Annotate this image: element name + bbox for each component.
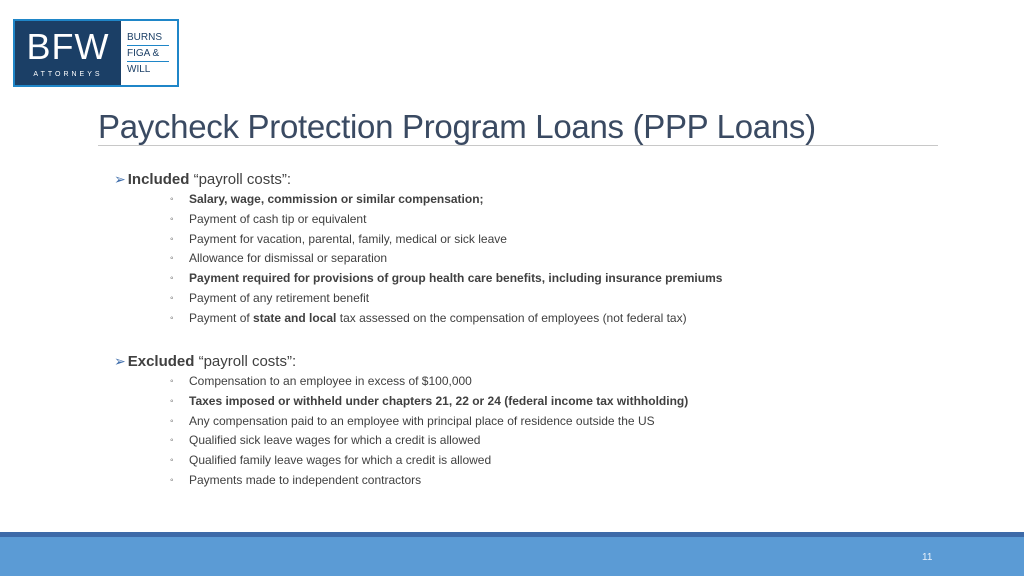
circle-bullet-icon: ◦ — [170, 415, 174, 427]
logo-name-1: BURNS — [127, 30, 169, 46]
included-section — [114, 169, 722, 329]
included-lead: Included — [127, 171, 190, 188]
circle-bullet-icon: ◦ — [170, 474, 174, 486]
excluded-lead: Excluded — [127, 353, 195, 370]
list-item — [114, 372, 688, 392]
circle-bullet-icon: ◦ — [170, 273, 174, 285]
list-item-text: Any compensation paid to an employee with principal place of residence outside the US — [189, 413, 655, 428]
list-item-text: Compensation to an employee in excess of $100,000 — [189, 374, 472, 388]
circle-bullet-icon: ◦ — [170, 253, 174, 265]
arrow-bullet-icon: ➢ — [114, 171, 126, 187]
circle-bullet-icon: ◦ — [170, 395, 174, 407]
circle-bullet-icon: ◦ — [170, 435, 174, 447]
list-item-text: Payment of cash tip or equivalent — [189, 211, 367, 226]
circle-bullet-icon: ◦ — [170, 455, 174, 467]
excluded-section — [114, 351, 688, 491]
footer-bar — [0, 537, 1024, 576]
circle-bullet-icon: ◦ — [170, 376, 174, 387]
included-heading — [114, 169, 722, 189]
logo-mark-block — [15, 21, 121, 85]
excluded-heading-rest: “payroll costs”: — [194, 353, 297, 370]
excluded-list — [114, 372, 688, 491]
list-item — [114, 309, 722, 329]
list-item-text: Taxes imposed or withheld under chapters 21, 22 or 24 (federal income tax withholding) — [189, 393, 689, 408]
circle-bullet-icon: ◦ — [170, 194, 174, 205]
list-item-text: Qualified family leave wages for which a credit is allowed — [189, 453, 492, 468]
title-divider — [98, 145, 938, 146]
circle-bullet-icon: ◦ — [170, 312, 174, 324]
list-item-text: Payment of any retirement benefit — [189, 290, 370, 305]
page-number: 11 — [922, 552, 933, 563]
list-item-text: Payment required for provisions of group health care benefits, including insurance premiums — [189, 271, 723, 286]
list-item-text: Allowance for dismissal or separation — [189, 251, 388, 266]
list-item — [114, 471, 688, 491]
list-item — [114, 451, 688, 471]
list-item — [114, 230, 722, 250]
list-item — [114, 269, 722, 289]
logo-name-2: FIGA & — [127, 46, 169, 62]
list-item-text-post: tax assessed on the compensation of employees (not federal tax) — [336, 310, 687, 325]
list-item-text: Salary, wage, commission or similar compensation; — [189, 192, 484, 206]
list-item-text-pre: Payment of — [189, 310, 254, 325]
logo-mark: BFW — [26, 25, 110, 67]
list-item — [114, 210, 722, 230]
circle-bullet-icon: ◦ — [170, 233, 174, 245]
list-item — [114, 412, 688, 432]
logo-subtitle: ATTORNEYS — [33, 70, 103, 78]
list-item — [114, 431, 688, 451]
list-item — [114, 190, 722, 210]
list-item-text: Payment for vacation, parental, family, medical or sick leave — [189, 231, 507, 246]
list-item — [114, 392, 688, 412]
list-item — [114, 249, 722, 269]
logo-name-3: WILL — [127, 63, 151, 75]
circle-bullet-icon: ◦ — [170, 213, 174, 225]
included-list — [114, 190, 722, 329]
list-item-text-bold: state and local — [253, 310, 337, 325]
list-item-text: Qualified sick leave wages for which a credit is allowed — [189, 433, 481, 448]
included-heading-rest: “payroll costs”: — [189, 171, 292, 188]
circle-bullet-icon: ◦ — [170, 292, 174, 304]
arrow-bullet-icon: ➢ — [114, 353, 126, 369]
firm-logo — [13, 19, 179, 87]
excluded-heading — [114, 351, 688, 371]
list-item — [114, 289, 722, 309]
logo-names — [121, 21, 177, 85]
slide-title: Paycheck Protection Program Loans (PPP Loans) — [98, 108, 816, 145]
list-item-text: Payments made to independent contractors — [189, 472, 422, 487]
